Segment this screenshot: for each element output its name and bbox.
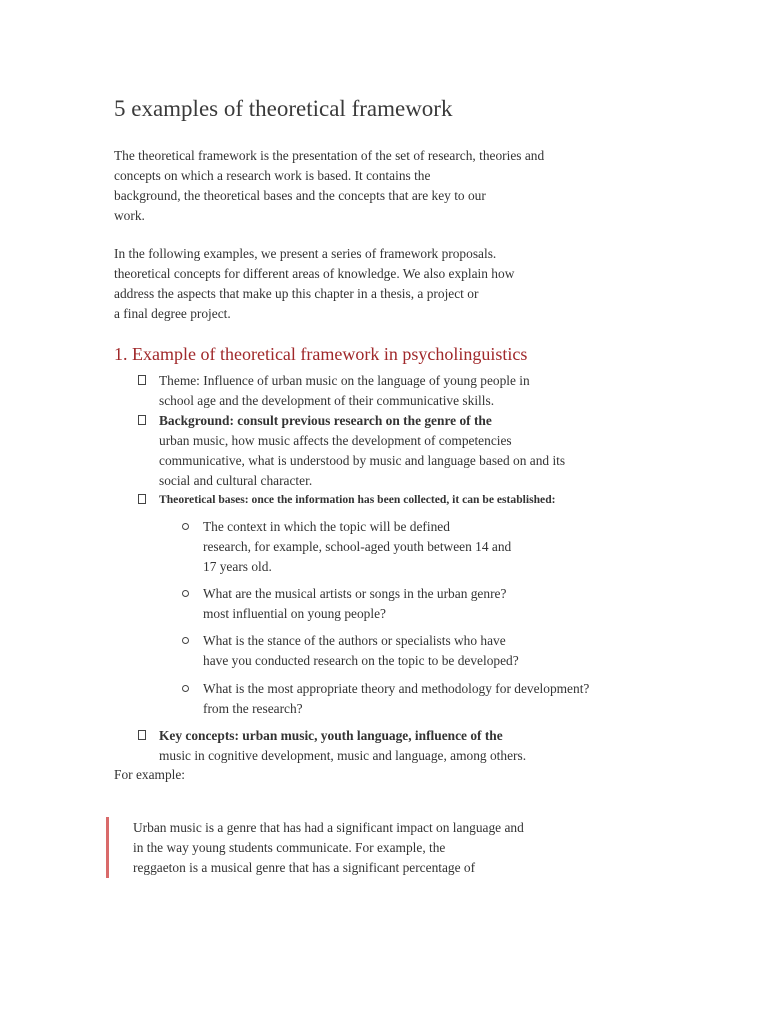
circle-bullet-icon	[182, 523, 189, 530]
blockquote-bar	[106, 817, 109, 878]
examples-line: In the following examples, we present a series of framework proposals.	[114, 246, 497, 261]
sub-item-line: What is the most appropriate theory and methodology for development?	[203, 681, 590, 696]
blockquote	[133, 818, 524, 878]
sub-item-line: research, for example, school-aged youth between 14 and	[203, 539, 512, 554]
square-bullet-icon	[138, 375, 146, 385]
bullet-line: Theme: Influence of urban music on the language of young people in	[159, 373, 530, 388]
sub-item-line: 17 years old.	[203, 559, 272, 574]
examples-line: theoretical concepts for different areas of knowledge. We also explain how	[114, 266, 515, 281]
sub-item-line: most influential on young people?	[203, 606, 386, 621]
square-bullet-icon	[138, 494, 146, 504]
examples-paragraph	[114, 244, 514, 324]
for-example-label	[114, 765, 185, 785]
quote-line: Urban music is a genre that has had a significant impact on language and	[133, 820, 524, 835]
bullet-line: Background: consult previous research on the genre of the	[159, 413, 492, 428]
intro-line: concepts on which a research work is based. It contains the	[114, 168, 431, 183]
circle-bullet-icon	[182, 637, 189, 644]
bullet-line: music in cognitive development, music and language, among others.	[159, 748, 527, 763]
examples-line: address the aspects that make up this chapter in a thesis, a project or	[114, 286, 479, 301]
bullet-line: urban music, how music affects the development of competencies	[159, 433, 512, 448]
bullet-line: communicative, what is understood by music and language based on and its	[159, 453, 566, 468]
document-title: 5 examples of theoretical framework	[114, 96, 453, 121]
intro-line: work.	[114, 208, 145, 223]
intro-line: The theoretical framework is the presentation of the set of research, theories and	[114, 148, 545, 163]
sub-item-line: What are the musical artists or songs in the urban genre?	[203, 586, 507, 601]
examples-line: a final degree project.	[114, 306, 231, 321]
bullet-line: Theoretical bases: once the information has been collected, it can be established:	[159, 493, 556, 506]
square-bullet-icon	[138, 730, 146, 740]
bullet-line: school age and the development of their communicative skills.	[159, 393, 495, 408]
intro-line: background, the theoretical bases and the concepts that are key to our	[114, 188, 486, 203]
sub-item-line: have you conducted research on the topic to be developed?	[203, 653, 519, 668]
quote-line: in the way young students communicate. For example, the	[133, 840, 446, 855]
sub-item-line: from the research?	[203, 701, 303, 716]
sub-item-line: What is the stance of the authors or specialists who have	[203, 633, 506, 648]
section-heading: 1. Example of theoretical framework in psycholinguistics	[114, 344, 528, 364]
bullet-line: Key concepts: urban music, youth language, influence of the	[159, 728, 503, 743]
circle-bullet-icon	[182, 590, 189, 597]
for-example-text: For example:	[114, 767, 186, 782]
sub-item-line: The context in which the topic will be defined	[203, 519, 450, 534]
circle-bullet-icon	[182, 685, 189, 692]
intro-paragraph	[114, 146, 544, 226]
square-bullet-icon	[138, 415, 146, 425]
quote-line: reggaeton is a musical genre that has a significant percentage of	[133, 860, 476, 875]
bullet-line: social and cultural character.	[159, 473, 313, 488]
